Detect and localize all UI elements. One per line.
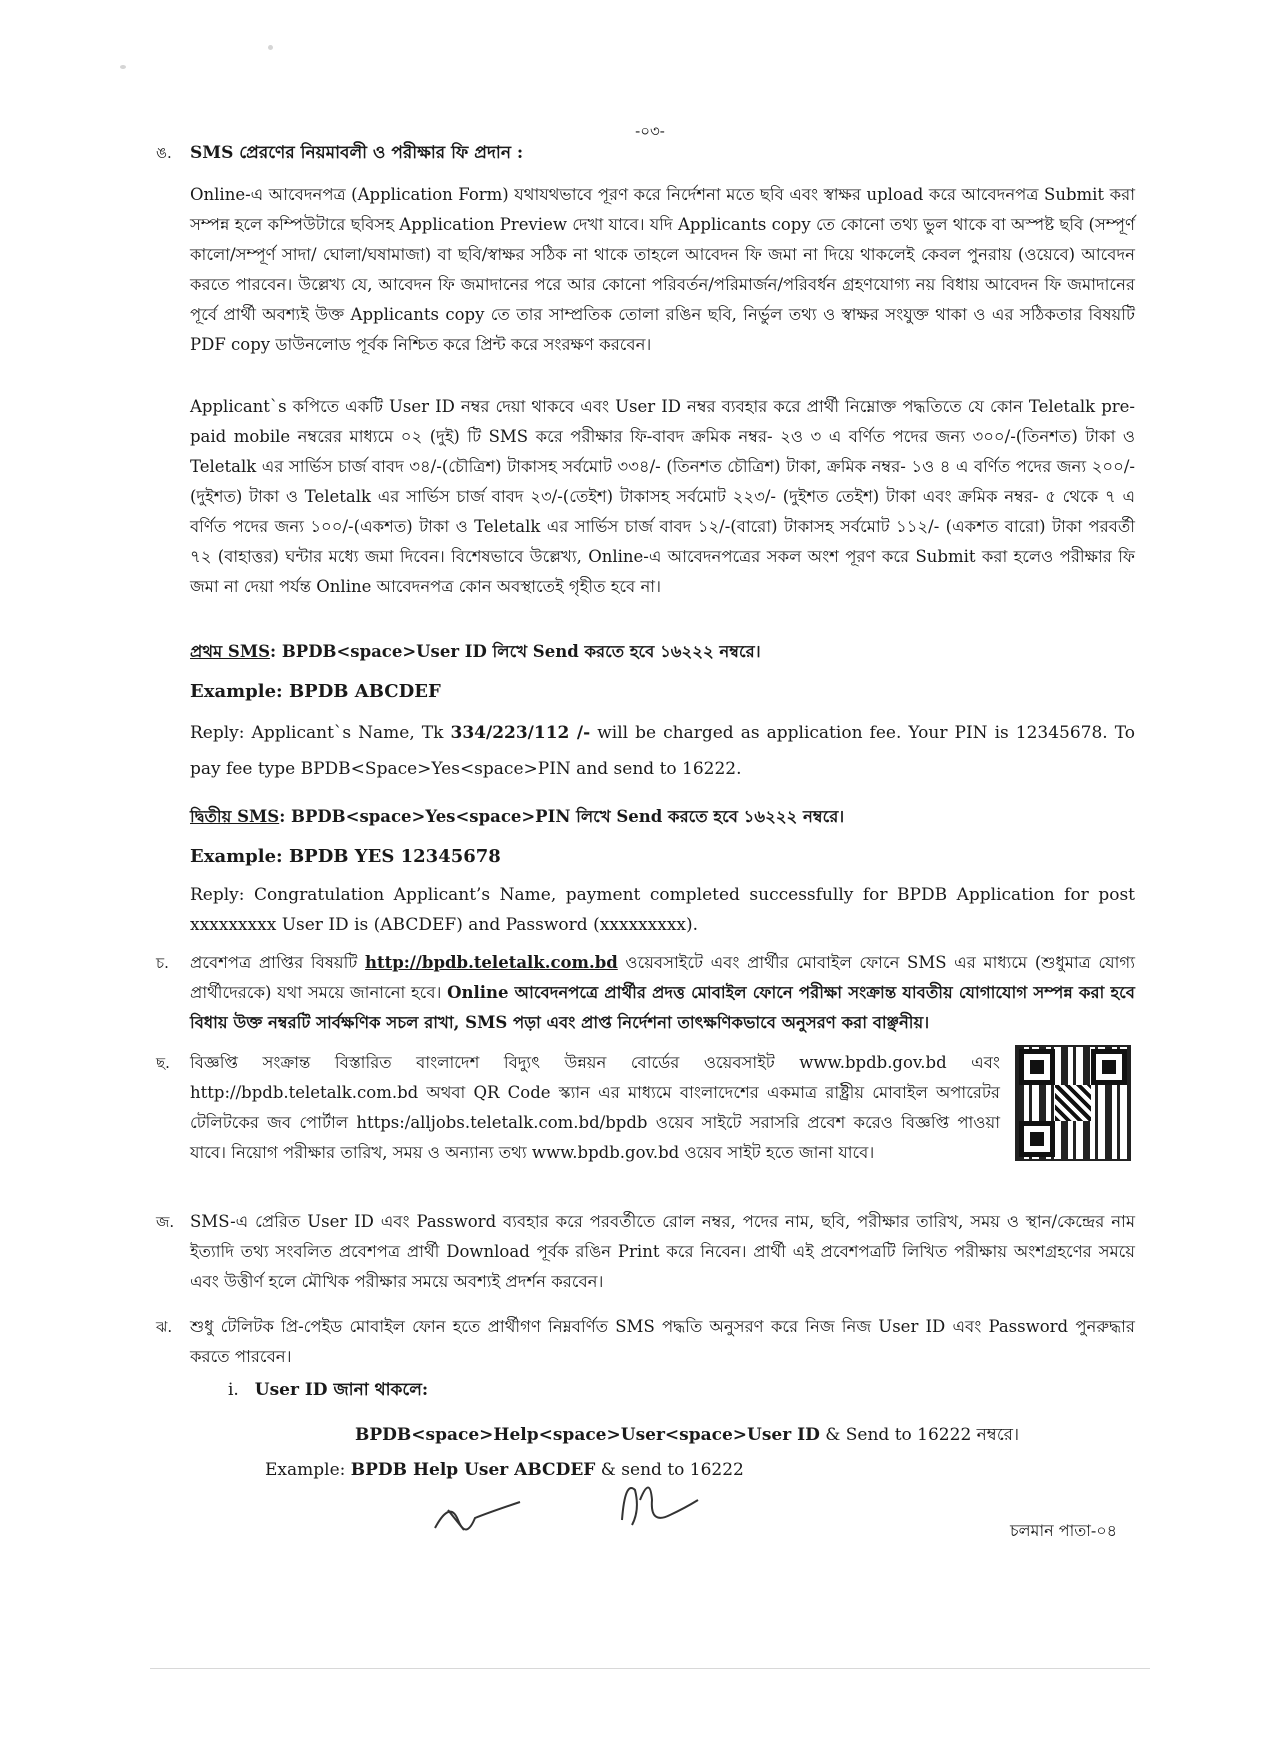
section-website-info [156,1048,1000,1168]
footer-divider [150,1668,1150,1669]
section-marker: চ. [156,954,169,972]
qr-finder-pattern [1091,1049,1127,1085]
section-marker: ঝ. [156,1318,173,1336]
signature-1 [430,1490,530,1540]
recovery-example-value: BPDB Help User ABCDEF [350,1460,596,1480]
qr-code [1015,1045,1131,1161]
section-admit-card [156,948,1135,1038]
recovery-item-1 [228,1375,1128,1405]
item-number: i. [228,1380,239,1400]
second-sms-line [190,802,1135,832]
admit-card-text-c: Online আবেদনপত্রে প্রার্থীর প্রদত্ত মোবাইল ফোনে পরীক্ষা সংক্রান্ত যাবতীয় যোগাযোগ সম্পন্ন করা হবে বিধায় উক্ত নম্বরটি সার্বক্ষণিক সচল রাখা, SMS পড়া এবং প্রাপ্ত নির্দেশনা তাৎক্ষণিকভাবে অনুসরণ করা বাঞ্ছনীয়। [190,983,1135,1032]
example-2-text: Example: BPDB YES 12345678 [190,846,501,867]
signature-2 [610,1470,700,1540]
section-admit-download [156,1207,1135,1297]
admit-download-text: SMS-এ প্রেরিত User ID এবং Password ব্যবহার করে পরবর্তীতে রোল নম্বর, পদের নাম, ছবি, পরীক্ষার তারিখ, সময় ও স্থান/কেন্দ্রের নাম ইত্যাদি তথ্য সংবলিত প্রবেশপত্র প্রার্থী Download পূর্বক রঙিন Print করে নিবেন। প্রার্থী এই প্রবেশপত্রটি লিখিত পরীক্ষায় অংশগ্রহণের সময়ে এবং উত্তীর্ণ হলে মৌখিক পরীক্ষার সময়ে অবশ্যই প্রদর্শন করবেন। [190,1212,1135,1291]
scan-speck [120,65,126,69]
recovery-text: শুধু টেলিটক প্রি-পেইড মোবাইল ফোন হতে প্রার্থীগণ নিম্নবর্ণিত SMS পদ্ধতি অনুসরণ করে নিজ নিজ User ID এবং Password পুনরুদ্ধার করতে পারবেন। [190,1317,1135,1366]
website-info-text: বিজ্ঞপ্তি সংক্রান্ত বিস্তারিত বাংলাদেশ বিদ্যুৎ উন্নয়ন বোর্ডের ওয়েবসাইট www.bpdb.gov.bd এবং http://bpdb.teletalk.com.bd অথবা QR Code স্ক্যান এর মাধ্যমে বাংলাদেশের একমাত্র রাষ্ট্রীয় মোবাইল অপারেটর টেলিটকের জব পোর্টাল https:/alljobs.teletalk.com.bd/bpdb ওয়েব সাইটে সরাসরি প্রবেশ করেও বিজ্ঞপ্তি পাওয়া যাবে। নিয়োগ পরীক্ষার তারিখ, সময় ও অন্যান্য তথ্য www.bpdb.gov.bd ওয়েব সাইট হতে জানা যাবে। [190,1053,1000,1162]
recovery-example-label: Example: [265,1460,351,1480]
reply-1-text-b: will be charged as application fee. Your PIN is 12345678. To pay fee type BPDB<Space>Yes<space>PIN and send to 16222. [190,723,1136,779]
recovery-example [265,1455,1135,1485]
continued-page-note: চলমান পাতা-০৪ [1010,1521,1118,1540]
example-2 [190,842,1135,872]
paragraph-text: Online-এ আবেদনপত্র (Application Form) যথাযথভাবে পূরণ করে নির্দেশনা মতে ছবি এবং স্বাক্ষর upload করে আবেদনপত্র Submit করা সম্পন্ন হলে কম্পিউটারে ছবিসহ Application Preview দেখা যাবে। যদি Applicants copy তে কোনো তথ্য ভুল থাকে বা অস্পষ্ট ছবি (সম্পূর্ণ কালো/সম্পূর্ণ সাদা/ ঘোলা/ঘষামাজা) বা ছবি/স্বাক্ষর সঠিক না থাকে তাহলে আবেদন ফি জমা না দিয়ে থাকলেই কেবল পুনরায় (ওয়েবে) আবেদন করতে পারবেন। উল্লেখ্য যে, আবেদন ফি জমাদানের পরে আর কোনো পরিবর্তন/পরিমার্জন/পরিবর্ধন গ্রহণযোগ্য নয় বিধায় আবেদন ফি জমাদানের পূর্বে প্রার্থী অবশ্যই উক্ত Applicants copy তে তার সাম্প্রতিক তোলা রঙিন ছবি, নির্ভুল তথ্য ও স্বাক্ষর সংযুক্ত থাকা ও এর সঠিকতার বিষয়টি PDF copy ডাউনলোড পূর্বক নিশ্চিত করে প্রিন্ট করে সংরক্ষণ করবেন। [190,185,1135,354]
recovery-command-text: BPDB<space>Help<space>User<space>User ID [355,1425,820,1445]
example-1-text: Example: BPDB ABCDEF [190,681,441,702]
admit-card-text-b: ওয়েবসাইটে এবং প্রার্থীর মোবাইল ফোনে SMS এর মাধ্যমে (শুধুমাত্র যোগ্য প্রার্থীদেরকে) যথা সময়ে জানানো হবে। [190,953,1135,1002]
teletalk-link[interactable]: http://bpdb.teletalk.com.bd [365,953,618,972]
second-sms-text: : BPDB<space>Yes<space>PIN লিখে Send করতে হবে ১৬২২২ নম্বরে। [279,807,845,826]
fee-paragraph [190,392,1135,602]
first-sms-text: : BPDB<space>User ID লিখে Send করতে হবে ১৬২২২ নম্বরে। [270,642,761,661]
second-sms-label: দ্বিতীয় SMS [190,807,280,826]
reply-1 [190,715,1135,787]
section-heading: SMS প্রেরণের নিয়মাবলী ও পরীক্ষার ফি প্রদান : [190,143,524,163]
reply-2-text: Reply: Congratulation Applicant’s Name, payment completed successfully for BPDB Application for post xxxxxxxxx User ID is (ABCDEF) and Password (xxxxxxxxx). [190,885,1135,935]
qr-finder-pattern [1019,1121,1055,1157]
recovery-example-tail: & send to 16222 [595,1460,744,1480]
qr-finder-pattern [1019,1049,1055,1085]
scan-speck [268,45,273,50]
recovery-command-tail: & Send to 16222 নম্বরে। [819,1425,1020,1445]
section-marker: ঙ. [156,144,172,162]
application-form-paragraph [190,180,1135,360]
section-recovery [156,1312,1135,1372]
item-label: User ID জানা থাকলে: [254,1380,429,1400]
admit-card-text-a: প্রবেশপত্র প্রাপ্তির বিষয়টি [190,953,365,972]
section-sms-rules [156,140,1135,168]
recovery-command [355,1420,1135,1450]
reply-1-text-a: Reply: Applicant`s Name, Tk [190,723,451,743]
reply-2 [190,880,1135,940]
first-sms-label: প্রথম SMS [190,642,271,661]
first-sms-line [190,637,1135,667]
section-marker: ছ. [156,1054,170,1072]
example-1 [190,677,1135,707]
paragraph-text: Applicant`s কপিতে একটি User ID নম্বর দেয়া থাকবে এবং User ID নম্বর ব্যবহার করে প্রার্থী নিম্নোক্ত পদ্ধতিতে যে কোন Teletalk pre-paid mobile নম্বরের মাধ্যমে ০২ (দুই) টি SMS করে পরীক্ষার ফি-বাবদ ক্রমিক নম্বর- ২ও ৩ এ বর্ণিত পদের জন্য ৩০০/-(তিনশত) টাকা ও Teletalk এর সার্ভিস চার্জ বাবদ ৩৪/-(চৌত্রিশ) টাকাসহ সর্বমোট ৩৩৪/- (তিনশত চৌত্রিশ) টাকা, ক্রমিক নম্বর- ১ও ৪ এ বর্ণিত পদের জন্য ২০০/-(দুইশত) টাকা ও Teletalk এর সার্ভিস চার্জ বাবদ ২৩/-(তেইশ) টাকাসহ সর্বমোট ২২৩/- (দুইশত তেইশ) টাকা এবং ক্রমিক নম্বর- ৫ থেকে ৭ এ বর্ণিত পদের জন্য ১০০/-(একশত) টাকা ও Teletalk এর সার্ভিস চার্জ বাবদ ১২/-(বারো) টাকাসহ সর্বমোট ১১২/- (একশত বারো) টাকা পরবর্তী ৭২ (বাহাত্তর) ঘন্টার মধ্যে জমা দিবেন। বিশেষভাবে উল্লেখ্য, Online-এ আবেদনপত্রের সকল অংশ পূরণ করে Submit করা হলেও পরীক্ষার ফি জমা না দেয়া পর্যন্ত Online আবেদনপত্র কোন অবস্থাতেই গৃহীত হবে না। [190,397,1135,596]
page-number: -০৩- [635,122,665,140]
reply-1-amount: 334/223/112 /- [450,723,591,743]
qr-data-pattern [1055,1085,1091,1121]
section-marker: জ. [156,1213,175,1231]
